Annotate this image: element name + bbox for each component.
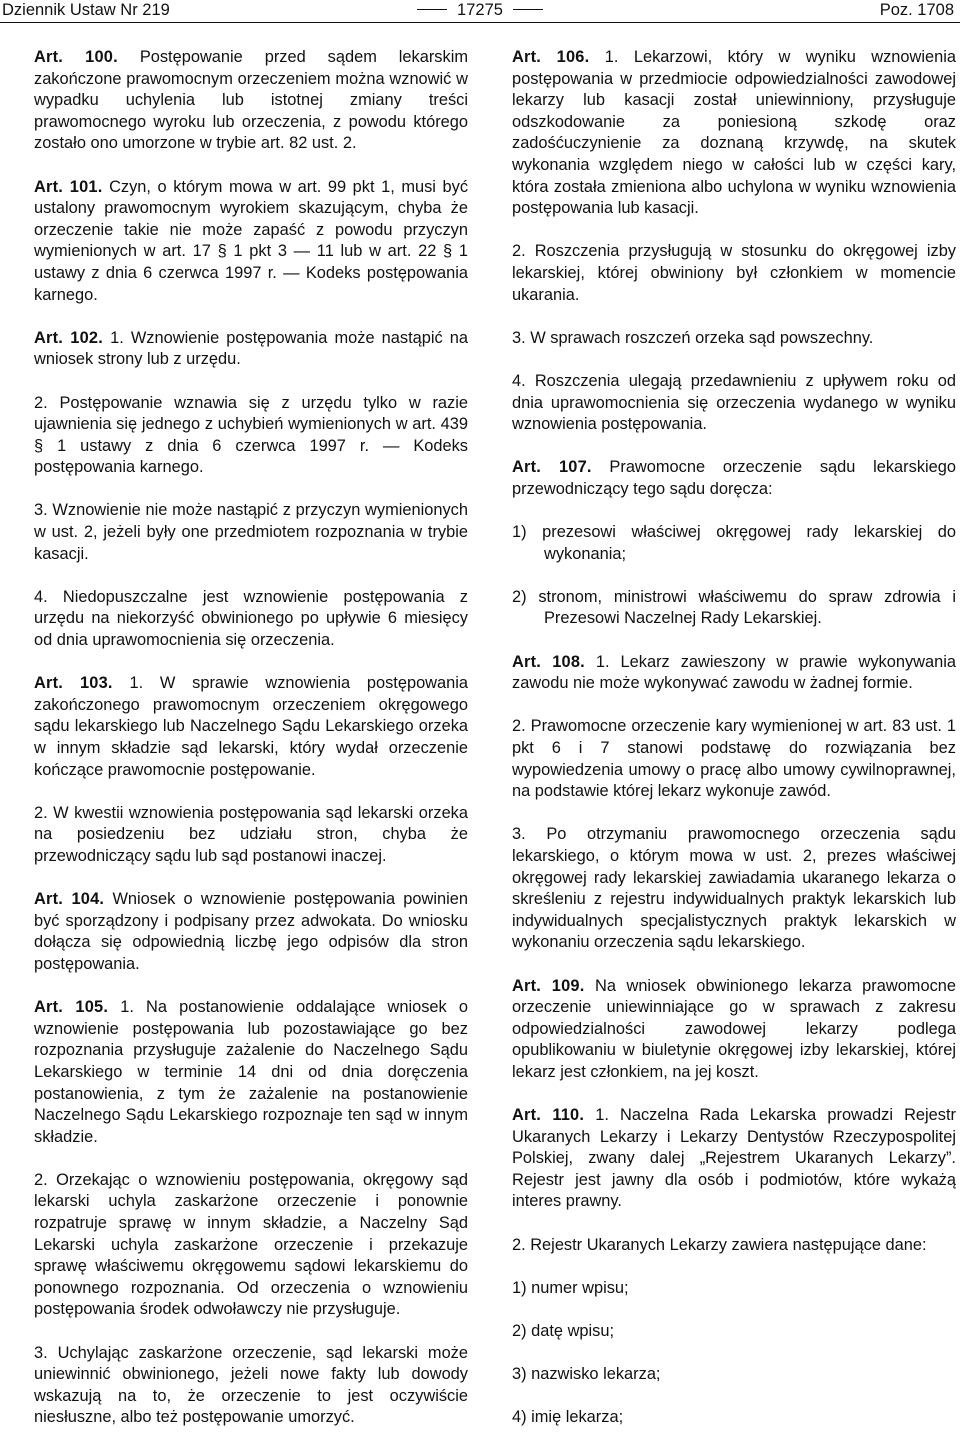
paragraph-text: 1) numer wpisu; — [512, 1278, 629, 1297]
paragraph — [512, 47, 956, 220]
paragraph — [34, 47, 468, 155]
paragraph — [34, 1343, 468, 1429]
paragraph-gap — [34, 868, 468, 890]
paragraph-gap — [512, 565, 956, 587]
position-number: Poz. 1708 — [879, 1, 954, 19]
paragraph — [512, 824, 956, 954]
paragraph-gap — [512, 1386, 956, 1408]
paragraph-text: 1) prezesowi właściwej okręgowej rady lekarskiej do wykonania; — [512, 523, 956, 563]
paragraph-text: Wniosek o wznowienie postępowania powinien być sporządzony i podpisany przez adwokata. Do wniosku dołącza się odpowiednią liczbę jego odpisów dla stron postępowania. — [34, 890, 469, 973]
paragraph-gap — [34, 652, 468, 674]
paragraph-gap — [34, 1148, 468, 1170]
list-item — [512, 587, 956, 630]
paragraph-text: Na wniosek obwinionego lekarza prawomocne orzeczenie uniewinniające go w sprawach z zakresu odpowiedzialności zawodowej lekarzy podlega opublikowaniu w biuletynie okręgowej izby lekarskiej, której lekarz jest członkiem, na jej koszt. — [512, 976, 957, 1081]
paragraph — [512, 328, 956, 350]
page-header — [0, 0, 960, 24]
paragraph-text: 3) nazwisko lekarza; — [512, 1365, 661, 1384]
paragraph — [34, 997, 468, 1148]
paragraph-gap — [512, 1213, 956, 1235]
paragraph-text: 4. Roszczenia ulegają przedawnieniu z upływem roku od dnia uprawomocnienia się orzeczenia wydanego w wyniku wznowienia postępowania. — [512, 371, 956, 434]
paragraph-gap — [512, 349, 956, 371]
paragraph-text: 1. Wznowienie postępowania może nastąpić na wniosek strony lub z urzędu. — [34, 328, 468, 369]
paragraph-gap — [512, 1343, 956, 1365]
paragraph-gap — [512, 1256, 956, 1278]
paragraph — [34, 803, 468, 868]
dash-right — [513, 9, 543, 10]
paragraph-gap — [512, 500, 956, 522]
paragraph — [34, 587, 468, 652]
paragraph-text: 1. W sprawie wznowienia postępowania zakończonego prawomocnym orzeczeniem okręgowego sądu lekarskiego lub Naczelnego Sądu Lekarskiego orzeka w innym składzie sąd lekarski, który wydał orzeczenie kończące prawomocnie postępowanie. — [34, 674, 469, 779]
paragraph-text: 3. Uchylając zaskarżone orzeczenie, sąd lekarski może uniewinnić obwinionego, jeżeli nowe fakty lub dowody wskazują na to, że orzeczenie to jest oczywiście niesłuszne, albo też postępowanie umorzyć. — [34, 1343, 468, 1427]
paragraph-text: 1. Lekarz zawieszony w prawie wykonywania zawodu nie może wykonywać zawodu w żadnej formie. — [512, 652, 956, 693]
paragraph-gap — [34, 306, 468, 328]
paragraph-gap — [512, 1084, 956, 1106]
paragraph — [512, 1105, 956, 1213]
article-number: Art. 107. — [512, 458, 592, 477]
paragraph-text: 2) datę wpisu; — [512, 1322, 615, 1341]
paragraph-text: Postępowanie przed sądem lekarskim zakończone prawomocnym orzeczeniem można wznowić w wypadku uchylenia lub istotnej zmiany treści prawomocnego wyroku lub orzeczenia, z powodu którego zostało ono umorzone w trybie art. 82 ust. 2. — [34, 48, 468, 153]
paragraph-text: 1. Lekarzowi, który w wyniku wznowienia postępowania w przedmiocie odpowiedzialności zawodowej lekarzy lub kasacji został uniewinniony, przysługuje odszkodowanie za poniesioną szkodę oraz zadośćuczynienie za doznaną krzywdę, na skutek wykonania względem niego w całości lub w części kary, która została zmieniona albo uchylona w wyniku wznowienia postępowania lub kasacji. — [512, 48, 957, 218]
list-item — [512, 1364, 956, 1386]
article-number: Art. 103. — [34, 674, 113, 693]
page-number-group — [0, 0, 960, 20]
paragraph-gap — [512, 306, 956, 328]
header-rule — [0, 22, 960, 23]
paragraph-text: 4. Niedopuszczalne jest wznowienie postępowania z urzędu na niekorzyść obwinionego po upływie 6 miesięcy od dnia uprawomocnienia się orzeczenia. — [34, 587, 468, 650]
paragraph — [512, 1235, 956, 1257]
paragraph-text: 2. Roszczenia przysługują w stosunku do okręgowej izby lekarskiej, której obwiniony był członkiem w momencie ukarania. — [512, 242, 956, 304]
paragraph-gap — [34, 479, 468, 501]
paragraph — [34, 889, 468, 975]
paragraph-gap — [512, 803, 956, 825]
paragraph — [34, 328, 468, 371]
paragraph — [512, 976, 956, 1084]
paragraph-gap — [34, 565, 468, 587]
list-item — [512, 1407, 956, 1429]
paragraph-text: 1. Na postanowienie oddalające wniosek o wznowienie postępowania lub pozostawiające go bez rozpoznania przysługuje zażalenie do Naczelnego Sądu Lekarskiego w terminie 14 dni od dnia doręczenia postanowienia, z tym że zażalenie na postanowienie Naczelnego Sądu Lekarskiego rozpoznaje ten sąd w innym składzie. — [34, 998, 468, 1146]
paragraph-gap — [34, 1321, 468, 1343]
paragraph-text: 3. W sprawach roszczeń orzeka sąd powszechny. — [512, 328, 874, 347]
paragraph-gap — [512, 630, 956, 652]
paragraph-text: Prawomocne orzeczenie sądu lekarskiego przewodniczący tego sądu doręcza: — [512, 458, 957, 498]
paragraph-text: 3. Wznowienie nie może nastąpić z przyczyn wymienionych w ust. 2, jeżeli były one przedmiotem rozpoznania w trybie kasacji. — [34, 501, 468, 563]
paragraph — [34, 393, 468, 479]
paragraph-gap — [34, 781, 468, 803]
paragraph-gap — [512, 1299, 956, 1321]
article-number: Art. 105. — [34, 998, 109, 1017]
paragraph-gap — [34, 976, 468, 998]
list-item — [512, 522, 956, 565]
paragraph-text: 4) imię lekarza; — [512, 1408, 624, 1427]
paragraph — [512, 371, 956, 436]
paragraph-text: 2. Rejestr Ukaranych Lekarzy zawiera następujące dane: — [512, 1235, 927, 1254]
article-number: Art. 108. — [512, 652, 585, 671]
paragraph-text: 2. Orzekając o wznowieniu postępowania, okręgowy sąd lekarski uchyla zaskarżone orzeczenie i ponownie rozpatruje sprawę w innym składzie, a Naczelny Sąd Lekarski uchyla zaskarżone orzeczenie i przekazuje sprawę właściwemu okręgowemu sądowi lekarskiemu do ponownego rozpoznania. Od orzeczenia o wznowieniu postępowania środek odwoławczy nie przysługuje. — [34, 1170, 468, 1319]
paragraph — [34, 500, 468, 565]
article-number: Art. 106. — [512, 48, 590, 66]
paragraph-gap — [34, 155, 468, 177]
list-item — [512, 1278, 956, 1300]
paragraph — [34, 673, 468, 781]
paragraph-text: 3. Po otrzymaniu prawomocnego orzeczenia sądu lekarskiego, o którym mowa w ust. 2, prezes właściwej okręgowej rady lekarskiej zawiadamia ukaranego lekarza o skreśleniu z rejestru indywidualnych praktyk lekarskich lub indywidualnych specjalistycznych praktyk lekarskich w wykonaniu orzeczenia sądu lekarskiego. — [512, 825, 956, 952]
paragraph-text: 2. Prawomocne orzeczenie kary wymienionej w art. 83 ust. 1 pkt 6 i 7 stanowi podstawę do rozwiązania bez wypowiedzenia umowy o pracę albo umowy cywilnoprawnej, na podstawie której lekarz wykonuje zawód. — [512, 717, 956, 801]
paragraph-text: 2) stronom, ministrowi właściwemu do spraw zdrowia i Prezesowi Naczelnej Rady Lekarskiej. — [512, 587, 956, 628]
paragraph-text: 1. Naczelna Rada Lekarska prowadzi Rejestr Ukaranych Lekarzy i Lekarzy Dentystów Rzeczypospolitej Polskiej, zwany dalej „Rejestrem Ukaranych Lekarzy”. Rejestr jest jawny dla osób i podmiotów, które wykażą interes prawny. — [512, 1106, 956, 1211]
paragraph-text: 2. W kwestii wznowienia postępowania sąd lekarski orzeka na posiedzeniu bez udziału stron, chyba że przewodniczący sądu lub sąd postanowi inaczej. — [34, 803, 468, 865]
left-column — [34, 47, 468, 1429]
article-number: Art. 102. — [34, 328, 104, 347]
paragraph — [512, 716, 956, 802]
paragraph — [512, 241, 956, 306]
paragraph — [512, 652, 956, 695]
list-item — [512, 1321, 956, 1343]
page-number: 17275 — [457, 1, 503, 19]
paragraph-gap — [512, 695, 956, 717]
paragraph-text: Czyn, o którym mowa w art. 99 pkt 1, musi być ustalony prawomocnym wyrokiem skazującym, chyba że orzeczenie takie nie może zapaść z powodu przyczyn wymienionych w art. 17 § 1 pkt 3 — 11 lub w art. 22 § 1 ustawy z dnia 6 czerwca 1997 r. — Kodeks postępowania karnego. — [34, 177, 469, 304]
paragraph-gap — [34, 371, 468, 393]
paragraph-text: 2. Postępowanie wznawia się z urzędu tylko w razie ujawnienia się jednego z uchybień wymienionych w art. 439 § 1 ustawy z dnia 6 czerwca 1997 r. — Kodeks postępowania karnego. — [34, 393, 468, 477]
journal-title: Dziennik Ustaw Nr 219 — [2, 1, 170, 19]
article-number: Art. 104. — [34, 890, 105, 909]
paragraph-gap — [512, 436, 956, 458]
article-number: Art. 109. — [512, 976, 585, 995]
paragraph — [34, 1170, 468, 1321]
paragraph — [512, 457, 956, 500]
paragraph-gap — [512, 220, 956, 242]
article-number: Art. 101. — [34, 177, 103, 196]
dash-left — [417, 9, 447, 10]
right-column — [512, 47, 956, 1429]
article-number: Art. 110. — [512, 1106, 585, 1125]
paragraph — [34, 177, 468, 307]
paragraph-gap — [512, 954, 956, 976]
article-number: Art. 100. — [34, 48, 118, 66]
